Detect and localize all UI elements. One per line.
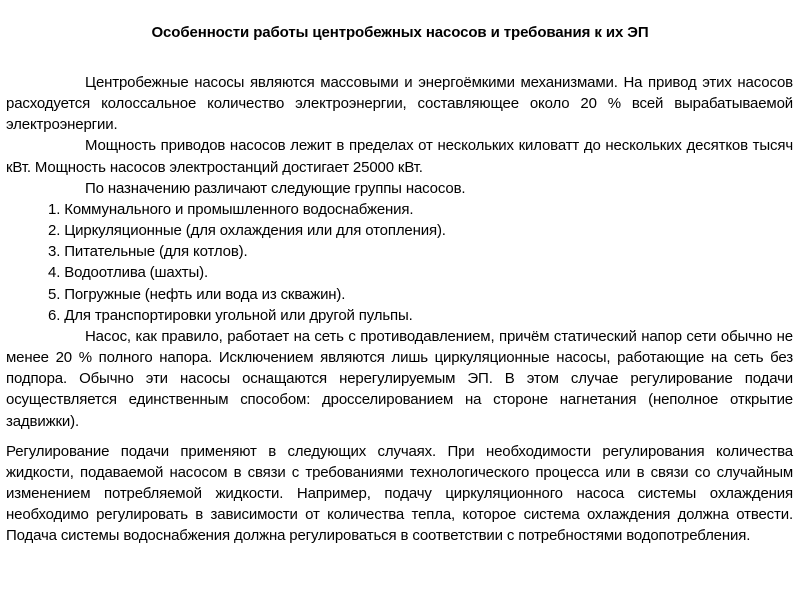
list-item: 5. Погружные (нефть или вода из скважин). xyxy=(48,285,346,303)
list-item: 3. Питательные (для котлов). xyxy=(48,243,248,261)
list-item: 1. Коммунального и промышленного водоснабжения. xyxy=(48,200,414,218)
slide-body xyxy=(6,72,793,546)
list-item: 6. Для транспортировки угольной или другой пульпы. xyxy=(48,306,413,324)
paragraph-intro: Центробежные насосы являются массовыми и энергоёмкими механизмами. На привод этих насосов расходуется колоссальное количество электроэнергии, составляющее около 20 % всей вырабатываемой электроэнергии. xyxy=(6,74,793,134)
slide-title: Особенности работы центробежных насосов и требования к их ЭП xyxy=(151,24,649,41)
paragraph-groups-intro: По назначению различают следующие группы насосов. xyxy=(85,179,466,197)
list-item: 4. Водоотлива (шахты). xyxy=(48,264,209,282)
list-item: 2. Циркуляционные (для охлаждения или для отопления). xyxy=(48,222,446,240)
paragraph-backpressure: Насос, как правило, работает на сеть с противодавлением, причём статический напор сети обычно не менее 20 % полного напора. Исключением являются лишь циркуляционные насосы, работающие на сеть без подпора. Обычно эти насосы оснащаются нерегулируемым ЭП. В этом случае регулирование подачи осуществляется единственным способом: дросселированием на стороне нагнетания (неполное открытие задвижки). xyxy=(6,327,793,430)
pump-groups-list xyxy=(6,199,793,326)
paragraph-flow-regulation: Регулирование подачи применяют в следующих случаях. При необходимости регулирования количества жидкости, подаваемой насосом в связи с требованиями технологического процесса или в связи со случайным изменением потребляемой жидкости. Например, подачу циркуляционного насоса системы охлаждения необходимо регулировать в зависимости от количества тепла, которое система охлаждения должна отвести. Подача системы водоснабжения должна регулироваться в соответствии с потребностями водопотребления. xyxy=(6,442,793,545)
paragraph-power-range: Мощность приводов насосов лежит в пределах от нескольких киловатт до нескольких десятков тысяч кВт. Мощность насосов электростанций достигает 25000 кВт. xyxy=(6,137,793,176)
paragraph-gap xyxy=(6,432,793,441)
